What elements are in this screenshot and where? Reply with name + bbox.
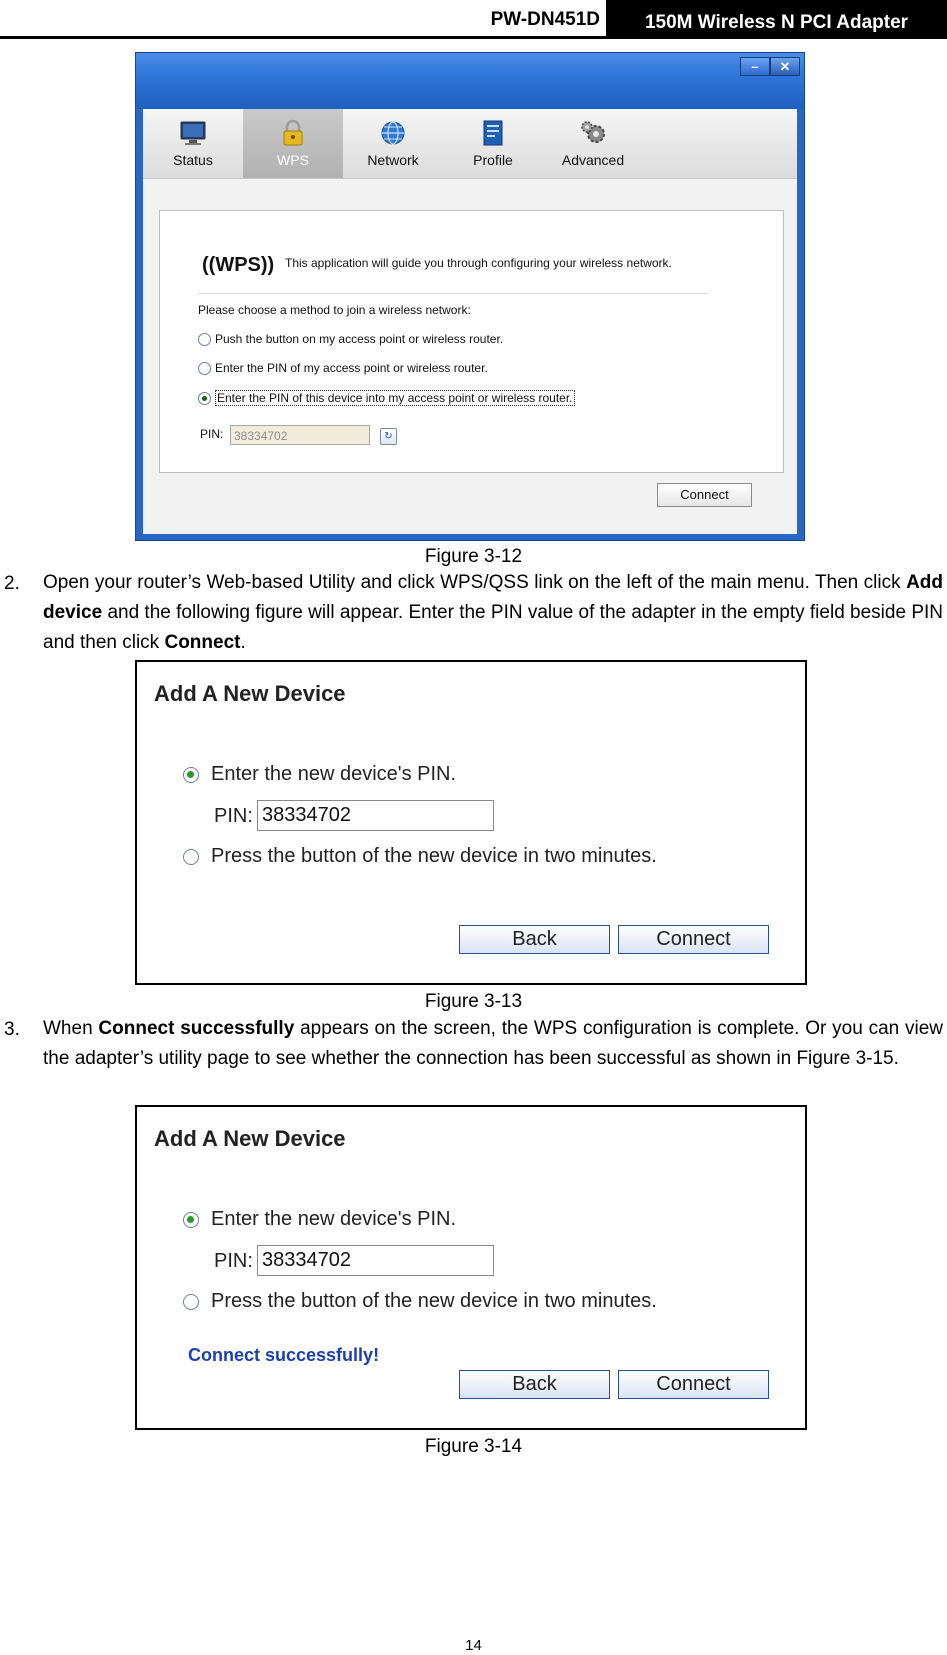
gears-icon: [579, 119, 607, 147]
router-pin-label: PIN:: [214, 1250, 253, 1272]
window-controls: [740, 57, 800, 74]
close-button[interactable]: ✕: [770, 57, 800, 76]
option-ap-pin-label: Enter the PIN of my access point or wireless router.: [215, 361, 488, 375]
wps-logo: ((WPS)): [202, 254, 275, 276]
router-pin-input[interactable]: 38334702: [257, 1245, 494, 1276]
step-2-bold-add-device: Add device: [43, 572, 943, 623]
guide-text: This application will guide you through configuring your wireless network.: [285, 256, 672, 270]
option-ap-pin[interactable]: [198, 361, 488, 375]
tab-status[interactable]: [143, 109, 243, 178]
header-model: PW-DN451D: [490, 9, 600, 30]
minimize-button[interactable]: –: [740, 57, 770, 76]
step-2-text: [43, 568, 943, 658]
caption-figure-3-14: Figure 3-14: [424, 1436, 523, 1457]
router-pin-input[interactable]: 38334702: [257, 800, 494, 831]
step-2-number: 2.: [4, 573, 20, 594]
pin-field[interactable]: 38334702: [230, 425, 370, 445]
header-product-title: 150M Wireless N PCI Adapter: [606, 0, 947, 39]
step-3-text-b: appears on the screen, the WPS configuration is complete. Or you can view the adapter’s utility page to see whether the connection has been successful as shown in Figure 3-15.: [43, 1018, 943, 1069]
option-press-button-label: Press the button of the new device in two minutes.: [211, 1290, 657, 1312]
tab-network-label: Network: [367, 152, 419, 168]
radio-press-button[interactable]: [183, 1294, 199, 1310]
radio-ap-pin[interactable]: [198, 362, 211, 375]
step-3-text: [43, 1014, 943, 1074]
globe-icon: [379, 119, 407, 147]
header-rule: [0, 36, 947, 39]
divider: [198, 293, 708, 294]
tab-network[interactable]: [343, 109, 443, 178]
add-device-figure-13: [135, 660, 807, 985]
caption-figure-3-13: Figure 3-13: [424, 991, 523, 1012]
step-3-text-a: When: [43, 1018, 99, 1039]
option-press-button[interactable]: [183, 1290, 657, 1313]
radio-enter-pin[interactable]: [183, 767, 199, 783]
option-push-button[interactable]: [198, 332, 503, 346]
caption-figure-3-12: Figure 3-12: [424, 546, 523, 567]
add-device-title: Add A New Device: [154, 1126, 346, 1151]
router-connect-button[interactable]: Connect: [618, 1370, 769, 1399]
utility-toolbar: [143, 109, 797, 179]
window-body: [143, 109, 797, 534]
tab-profile[interactable]: [443, 109, 543, 178]
lock-icon: [279, 119, 307, 147]
tab-advanced-label: Advanced: [561, 152, 625, 168]
tab-profile-label: Profile: [473, 152, 513, 168]
tab-advanced[interactable]: [543, 109, 643, 178]
tab-wps[interactable]: [243, 109, 343, 178]
step-3-bold-connect-successfully: Connect successfully: [98, 1018, 295, 1039]
option-press-button[interactable]: [183, 845, 657, 868]
tab-wps-label: WPS: [277, 152, 309, 168]
profile-icon: [479, 119, 507, 147]
option-device-pin[interactable]: [198, 390, 575, 406]
option-press-button-label: Press the button of the new device in two minutes.: [211, 845, 657, 867]
back-button[interactable]: Back: [459, 1370, 610, 1399]
window-titlebar: [136, 53, 804, 109]
pin-label: PIN:: [200, 427, 224, 441]
option-enter-pin-label: Enter the new device's PIN.: [211, 1208, 457, 1230]
option-enter-pin[interactable]: [183, 763, 456, 786]
tab-status-label: Status: [173, 152, 213, 168]
step-2-text-c: .: [240, 632, 246, 653]
wps-panel: [159, 210, 784, 473]
option-enter-pin[interactable]: [183, 1208, 456, 1231]
add-device-title: Add A New Device: [154, 681, 346, 706]
page-number: 14: [465, 1637, 482, 1654]
connect-success-message: Connect successfully!: [188, 1345, 380, 1365]
add-device-figure-14: [135, 1105, 807, 1430]
radio-device-pin[interactable]: [198, 392, 211, 405]
radio-press-button[interactable]: [183, 849, 199, 865]
router-pin-label: PIN:: [214, 805, 253, 827]
option-enter-pin-label: Enter the new device's PIN.: [211, 763, 457, 785]
utility-window: [135, 52, 805, 541]
router-connect-button[interactable]: Connect: [618, 925, 769, 954]
choose-method-text: Please choose a method to join a wireless network:: [198, 303, 471, 317]
option-device-pin-label: Enter the PIN of this device into my access point or wireless router.: [217, 391, 573, 405]
step-2-text-a: Open your router’s Web-based Utility and click WPS/QSS link on the left of the main menu. Then click: [43, 572, 907, 593]
back-button[interactable]: Back: [459, 925, 610, 954]
refresh-pin-icon[interactable]: ↻: [380, 428, 397, 445]
step-2-text-b: and the following figure will appear. Enter the PIN value of the adapter in the empty field beside PIN and then click: [43, 602, 943, 653]
option-push-button-label: Push the button on my access point or wireless router.: [215, 332, 504, 346]
connect-button[interactable]: Connect: [657, 483, 752, 507]
monitor-icon: [179, 119, 207, 147]
step-2-bold-connect: Connect: [164, 632, 241, 653]
step-3-number: 3.: [4, 1019, 20, 1040]
radio-enter-pin[interactable]: [183, 1212, 199, 1228]
radio-push-button[interactable]: [198, 333, 211, 346]
